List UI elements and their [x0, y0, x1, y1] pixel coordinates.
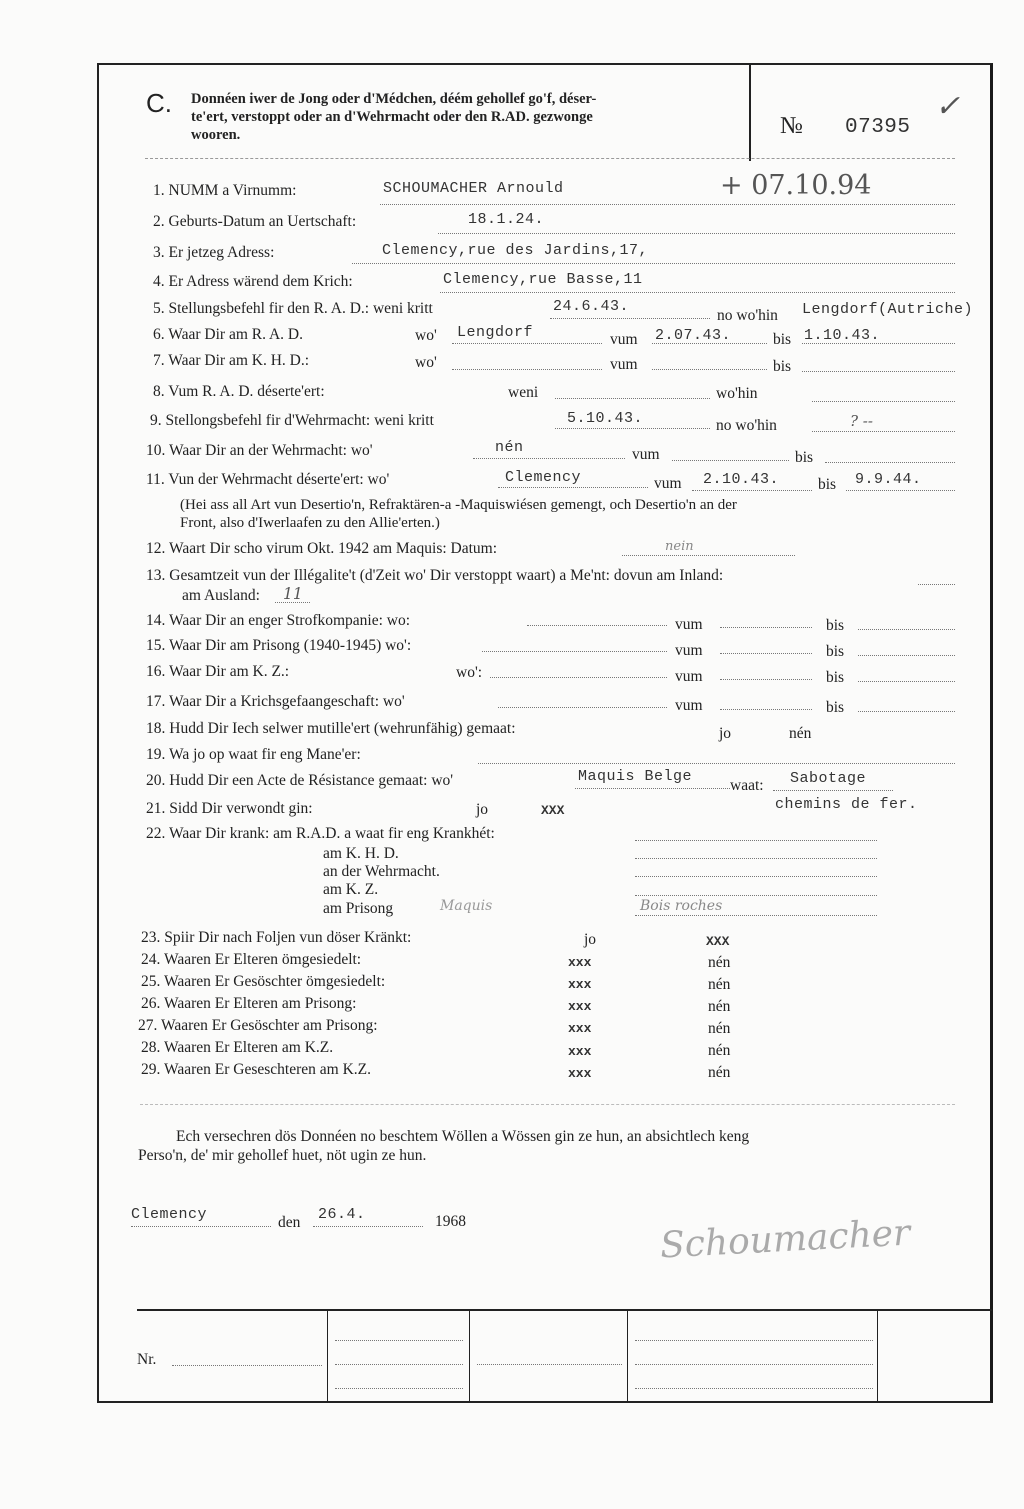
signature: Schoumacher: [659, 1212, 912, 1267]
row14-line3: [858, 629, 955, 630]
declaration-line2: Perso'n, de' mir gehollef huet, nöt ugin ze hun.: [138, 1147, 427, 1164]
row7-bis: bis: [773, 358, 792, 375]
row20-value3: chemins de fer.: [775, 796, 918, 813]
signature-place: Clemency: [131, 1206, 208, 1223]
row23-jo: jo: [584, 931, 597, 948]
row17-bis: bis: [826, 699, 845, 716]
row10-vum: vum: [632, 446, 660, 463]
footer-line-b: [335, 1364, 463, 1365]
row20-label: 20. Hudd Dir een Acte de Résistance gemaat: wo': [146, 772, 454, 789]
row17-line2: [720, 709, 812, 710]
row13-label: 13. Gesamtzeit vun der Illégalite't (d'Zeit wo' Dir verstoppt waart) a Me'nt: dovun am Inland:: [146, 567, 724, 584]
header-divider: [749, 63, 751, 161]
den-label: den: [278, 1214, 301, 1231]
row22-line2: [635, 858, 877, 859]
row6-line: [452, 343, 602, 344]
row9-value: 5.10.43.: [567, 410, 644, 427]
row7-line2: [652, 369, 767, 370]
row15-line3: [858, 655, 955, 656]
row8-label: 8. Vum R. A. D. déserte'ert:: [153, 383, 325, 400]
row22-line: [635, 840, 877, 841]
row6-bis: bis: [773, 331, 792, 348]
row14-label: 14. Waar Dir an enger Strofkompanie: wo:: [146, 612, 411, 629]
row5-value2: Lengdorf(Autriche): [802, 301, 974, 318]
row10-label: 10. Waar Dir an der Wehrmacht: wo': [146, 442, 373, 459]
row4-label: 4. Er Adress wärend dem Krich:: [153, 273, 353, 290]
row14-bis: bis: [826, 617, 845, 634]
row12-label: 12. Waart Dir scho virum Okt. 1942 am Maquis: Datum:: [146, 540, 498, 557]
row28-nen: nén: [708, 1042, 731, 1059]
row16-line3: [858, 681, 955, 682]
row3-line: [352, 263, 955, 264]
row22-line3: [635, 876, 877, 877]
row2-value: 18.1.24.: [468, 211, 545, 228]
header-rule: [145, 158, 955, 159]
row20-value2: Sabotage: [790, 770, 867, 787]
footer-table-top: [137, 1309, 992, 1311]
row11-value: Clemency: [505, 469, 582, 486]
row22-label: 22. Waar Dir krank: am R.A.D. a waat fir eng Krankhét:: [146, 825, 495, 842]
row19-label: 19. Wa jo op waat fir eng Mane'er:: [146, 746, 361, 763]
row15-line2: [720, 653, 812, 654]
row15-label: 15. Waar Dir am Prisong (1940-1945) wo':: [146, 637, 412, 654]
row19-line: [478, 763, 955, 764]
row9-value2: ? --: [850, 412, 873, 430]
row2-label: 2. Geburts-Datum an Uertschaft:: [153, 213, 357, 230]
row4-value: Clemency,rue Basse,11: [443, 271, 643, 288]
row8-wohin: wo'hin: [716, 385, 758, 402]
row22-line4: [635, 895, 877, 896]
row6-vum: vum: [610, 331, 638, 348]
row3-label: 3. Er jetzeg Adress:: [153, 244, 275, 261]
row10-line3: [825, 462, 955, 463]
row5-label: 5. Stellungsbefehl fir den R. A. D.: weni kritt: [153, 300, 433, 317]
row17-vum: vum: [675, 697, 703, 714]
row1-label: 1. NUMM a Virnumm:: [153, 182, 297, 199]
row6-value: Lengdorf: [457, 324, 534, 341]
row6-value2: 2.07.43.: [655, 327, 732, 344]
row22-sub-prisong: am Prisong: [323, 900, 394, 917]
row21-jo: jo: [476, 801, 489, 818]
row27-label: 27. Waaren Er Gesöschter am Prisong:: [138, 1017, 378, 1034]
row11-value2: 2.10.43.: [703, 471, 780, 488]
row12-value: nein: [665, 539, 694, 554]
row10-bis: bis: [795, 449, 814, 466]
row9-line2: [812, 431, 955, 432]
row6-value3: 1.10.43.: [804, 327, 881, 344]
row22-sub-wehrmacht: an der Wehrmacht.: [323, 863, 440, 880]
row26-jo-struck: xxx: [568, 999, 592, 1014]
row22-handwritten1: Maquis: [440, 898, 493, 914]
row22-sub-kz: am K. Z.: [323, 881, 379, 898]
row14-vum: vum: [675, 616, 703, 633]
row25-nen: nén: [708, 976, 731, 993]
row15-line: [482, 651, 667, 652]
row18-nen: nén: [789, 725, 812, 742]
footer-line-g: [635, 1388, 873, 1389]
row11-line: [498, 487, 648, 488]
row29-jo-struck: xxx: [568, 1066, 592, 1081]
row10-line2: [672, 460, 789, 461]
row20-line: [575, 788, 730, 789]
section-title-line2: te'ert, verstoppt oder an d'Wehrmacht oder den R.AD. gezwonge: [191, 109, 593, 125]
form-number: 07395: [845, 116, 911, 139]
footer-line-e: [635, 1340, 873, 1341]
row14-line: [527, 625, 667, 626]
footer-col1: [327, 1309, 328, 1402]
row25-label: 25. Waaren Er Gesöschter ömgesiedelt:: [141, 973, 386, 990]
footer-line-c: [335, 1388, 463, 1389]
row20-value: Maquis Belge: [578, 768, 693, 785]
row6-wo: wo': [415, 327, 437, 344]
row10-line: [473, 458, 625, 459]
footer-nr-line: [172, 1365, 322, 1366]
row13-line: [918, 584, 955, 585]
row9-label2: no wo'hin: [716, 417, 777, 434]
row22-line5: [635, 915, 877, 916]
row11-vum: vum: [654, 475, 682, 492]
row16-label: 16. Waar Dir am K. Z.:: [146, 663, 290, 680]
row16-line: [490, 677, 667, 678]
footer-col2: [469, 1309, 470, 1402]
row22-sub-khd: am K. H. D.: [323, 845, 399, 862]
row7-line3: [802, 371, 955, 372]
row15-vum: vum: [675, 642, 703, 659]
row24-jo-struck: xxx: [568, 955, 592, 970]
row12-line: [622, 555, 795, 556]
row17-line: [498, 707, 667, 708]
footer-line-f: [635, 1364, 873, 1365]
row13-value2: 11: [283, 585, 303, 603]
row7-line: [452, 369, 602, 370]
row5-label2: no wo'hin: [717, 307, 778, 324]
number-label: №: [780, 113, 803, 139]
row1-value: SCHOUMACHER Arnould: [383, 180, 564, 197]
row18-jo: jo: [719, 725, 732, 742]
row26-label: 26. Waaren Er Elteren am Prisong:: [141, 995, 357, 1012]
row7-wo: wo': [415, 354, 437, 371]
row26-nen: nén: [708, 998, 731, 1015]
row16-bis: bis: [826, 669, 845, 686]
section-title-line1: Donnéen iwer de Jong oder d'Médchen, déém gehollef go'f, déser-: [191, 91, 597, 107]
row23-label: 23. Spiir Dir nach Foljen vun döser Kränkt:: [141, 929, 412, 946]
row13-label2: am Ausland:: [182, 587, 260, 604]
section-title-line3: wooren.: [191, 127, 241, 143]
row9-label: 9. Stellongsbefehl fir d'Wehrmacht: weni kritt: [150, 412, 434, 429]
row8-line: [555, 398, 710, 399]
declaration-line1: Ech versechren dös Donnéen no beschtem Wöllen a Wössen gin ze hun, an absichtlech keng: [176, 1128, 750, 1145]
row11-line3: [846, 490, 955, 491]
row21-nen-struck: XXX: [541, 803, 565, 818]
row11-bis: bis: [818, 476, 837, 493]
footer-col4: [877, 1309, 878, 1402]
row6-label: 6. Waar Dir am R. A. D.: [153, 326, 303, 343]
row11-value3: 9.9.44.: [855, 471, 922, 488]
row5-line: [550, 318, 710, 319]
row23-nen-struck: XXX: [706, 934, 730, 949]
signature-date: 26.4.: [318, 1206, 366, 1223]
row28-jo-struck: xxx: [568, 1044, 592, 1059]
place-line: [131, 1226, 271, 1227]
row16-line2: [720, 679, 812, 680]
row9-line: [555, 428, 710, 429]
row25-jo-struck: xxx: [568, 977, 592, 992]
row11-label: 11. Vun der Wehrmacht déserte'ert: wo': [146, 471, 390, 488]
row7-label: 7. Waar Dir am K. H. D.:: [153, 352, 310, 369]
row8-weni: weni: [508, 384, 539, 401]
row11-line2: [692, 490, 812, 491]
row27-nen: nén: [708, 1020, 731, 1037]
row29-label: 29. Waaren Er Geseschteren am K.Z.: [141, 1061, 372, 1078]
row17-label: 17. Waar Dir a Krichsgefaangeschaft: wo': [146, 693, 405, 710]
row28-label: 28. Waaren Er Elteren am K.Z.: [141, 1039, 334, 1056]
signature-year: 1968: [435, 1213, 466, 1230]
row10-value: nén: [495, 439, 524, 456]
row20-waat: waat:: [730, 777, 764, 794]
row14-line2: [720, 627, 812, 628]
row1-death-note: + 07.10.94: [720, 170, 872, 201]
check-mark: ✓: [935, 89, 961, 124]
row8-line2: [812, 401, 955, 402]
footer-nr-label: Nr.: [137, 1351, 157, 1368]
row22-handwritten2: Bois roches: [640, 898, 723, 914]
row27-jo-struck: xxx: [568, 1021, 592, 1036]
section-letter: C.: [146, 88, 172, 118]
row20-line2: [773, 790, 893, 791]
declaration-rule: [140, 1104, 955, 1105]
row3-value: Clemency,rue des Jardins,17,: [382, 242, 649, 259]
footer-line-d: [477, 1364, 622, 1365]
row2-line: [438, 233, 955, 234]
row16-wo: wo':: [456, 664, 483, 681]
row15-bis: bis: [826, 643, 845, 660]
row11-note1: (Hei ass all Art vun Desertio'n, Refraktären-a -Maquiswiésen gemengt, och Desertio'n an der: [180, 497, 737, 513]
row16-vum: vum: [675, 668, 703, 685]
row24-label: 24. Waaren Er Elteren ömgesiedelt:: [141, 951, 362, 968]
row18-label: 18. Hudd Dir Iech selwer mutille'ert (wehrunfähig) gemaat:: [146, 720, 516, 737]
row21-label: 21. Sidd Dir verwondt gin:: [146, 800, 313, 817]
row7-vum: vum: [610, 356, 638, 373]
row11-note2: Front, also d'Iwerlaafen zu den Allie'erten.): [180, 515, 440, 531]
footer-line-a: [335, 1340, 463, 1341]
row4-line: [440, 292, 955, 293]
row29-nen: nén: [708, 1064, 731, 1081]
row24-nen: nén: [708, 954, 731, 971]
row5-value: 24.6.43.: [553, 298, 630, 315]
row1-line: [380, 204, 955, 205]
footer-col3: [627, 1309, 628, 1402]
row17-line3: [858, 711, 955, 712]
date-line: [313, 1226, 423, 1227]
